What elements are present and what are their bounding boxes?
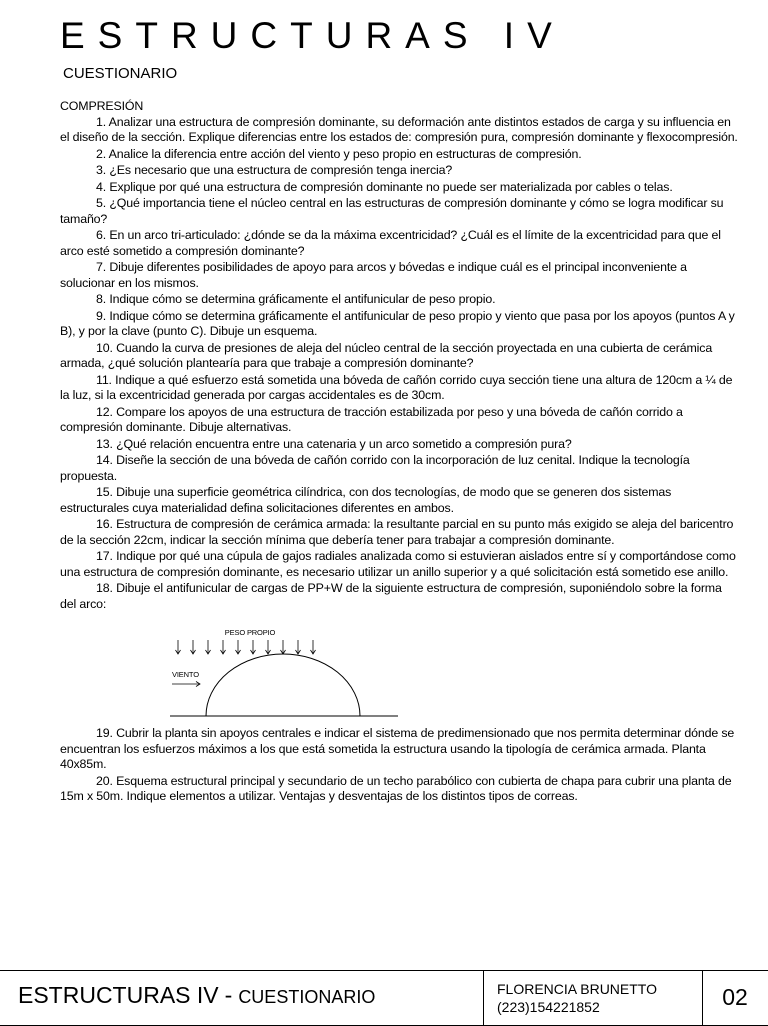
footer-separator: - — [224, 982, 233, 1008]
load-arrow — [221, 640, 226, 654]
footer-course: ESTRUCTURAS IV — [18, 982, 219, 1008]
question-item: 10. Cuando la curva de presiones de aleja del núcleo central de la sección proyectada en una cubierta de cerámica armada, ¿qué solución plantearía para que trabaje a compresión dominante? — [60, 340, 713, 370]
author-phone: (223)154221852 — [497, 999, 600, 1015]
question-item: 16. Estructura de compresión de cerámica armada: la resultante parcial en su punto más exigido se aleja del baricentro de la sección 22cm, indicar la sección mínima que debería tener para trabajar a compresión dominante. — [60, 517, 734, 547]
load-arrow — [206, 640, 211, 654]
load-arrow — [296, 640, 301, 654]
question-item: 11. Indique a qué esfuerzo está sometida una bóveda de cañón corrido cuya sección tiene una altura de 120cm a ¼ de la luz, si la excentricidad generada por cargas accidentales es de 30cm. — [60, 372, 733, 402]
arch-diagram — [60, 618, 420, 718]
question-item: 14. Diseñe la sección de una bóveda de cañón corrido con la incorporación de luz cenital. Indique la tecnología propuesta. — [60, 453, 690, 483]
question-item: 2. Analice la diferencia entre acción del viento y peso propio en estructuras de compresión. — [96, 146, 582, 161]
load-arrow — [266, 640, 271, 654]
footer-divider — [483, 971, 484, 1025]
question-item: 5. ¿Qué importancia tiene el núcleo central en las estructuras de compresión dominante y cómo se logra modificar su tamaño? — [60, 196, 724, 226]
footer-title — [18, 982, 375, 1009]
question-item: 12. Compare los apoyos de una estructura de tracción estabilizada por peso y una bóveda de cañón corrido a compresión dominante. Dibuje alternativas. — [60, 404, 683, 434]
section-title: COMPRESIÓN — [60, 99, 144, 113]
wind-label: VIENTO — [172, 670, 199, 679]
question-item: 17. Indique por qué una cúpula de gajos radiales analizada como si estuvieran aislados entre sí y comportándose como una estructura de compresión dominante, es necesario utilizar un anillo superior y a qué solicitación está sometido ese anillo. — [60, 549, 736, 579]
footer — [0, 970, 768, 1026]
question-list — [60, 726, 740, 805]
question-list — [60, 115, 740, 613]
question-item: 9. Indique cómo se determina gráficamente el antifunicular de peso propio y viento que pasa por los apoyos (puntos A y B), y por la clave (punto C). Dibuje un esquema. — [60, 308, 735, 338]
question-item: 13. ¿Qué relación encuentra entre una catenaria y un arco sometido a compresión pura? — [96, 436, 572, 451]
document-title: ESTRUCTURAS IV — [60, 15, 565, 56]
load-label: PESO PROPIO — [224, 628, 276, 637]
load-arrow — [281, 640, 286, 654]
footer-section: CUESTIONARIO — [238, 987, 376, 1007]
question-item: 20. Esquema estructural principal y secundario de un techo parabólico con cubierta de chapa para cubrir una planta de 15m x 50m. Indique elementos a utilizar. Ventajas y desventajas de los distintos tipos de correas. — [60, 773, 732, 803]
question-item: 6. En un arco tri-articulado: ¿dónde se da la máxima excentricidad? ¿Cuál es el límite de la excentricidad para que el arco esté sometido a compresión dominante? — [60, 228, 721, 258]
question-item: 3. ¿Es necesario que una estructura de compresión tenga inercia? — [96, 163, 453, 177]
arch-curve — [206, 654, 360, 716]
question-item: 8. Indique cómo se determina gráficamente el antifunicular de peso propio. — [96, 292, 496, 306]
load-arrow — [176, 640, 181, 654]
question-item: 15. Dibuje una superficie geométrica cilíndrica, con dos tecnologías, de modo que se generen dos sistemas estructurales cuya materialidad defina solicitaciones diferentes en ambos. — [60, 485, 672, 515]
load-arrow — [251, 640, 256, 654]
page-number: 02 — [722, 984, 748, 1010]
question-item: 4. Explique por qué una estructura de compresión dominante no puede ser materializada por cables o telas. — [96, 179, 673, 194]
document-subtitle: CUESTIONARIO — [63, 65, 178, 82]
question-item: 1. Analizar una estructura de compresión dominante, su deformación ante distintos estados de carga y su influencia en el diseño de la sección. Explique diferencias entre los estados de: compresión pura, compresión dominante y flexocompresión. — [60, 114, 738, 144]
footer-author-block — [497, 980, 657, 1016]
wind-arrow — [172, 682, 200, 687]
question-item: 19. Cubrir la planta sin apoyos centrales e indicar el sistema de predimensionado que nos permita determinar dónde se encuentran los esfuerzos máximos a los que está sometida la estructura usando la tipología de cerámica armada. Planta 40x85m. — [60, 726, 735, 771]
load-arrows — [176, 640, 316, 654]
load-arrow — [191, 640, 196, 654]
question-item: 18. Dibuje el antifunicular de cargas de PP+W de la siguiente estructura de compresión, suponiéndolo sobre la forma del arco: — [60, 581, 722, 611]
question-item: 7. Dibuje diferentes posibilidades de apoyo para arcos y bóvedas e indique cuál es el principal inconveniente a solucionar en los mismos. — [60, 260, 687, 290]
questionnaire-body — [60, 99, 740, 806]
load-arrow — [311, 640, 316, 654]
load-arrow — [236, 640, 241, 654]
author-name: FLORENCIA BRUNETTO — [497, 981, 657, 997]
